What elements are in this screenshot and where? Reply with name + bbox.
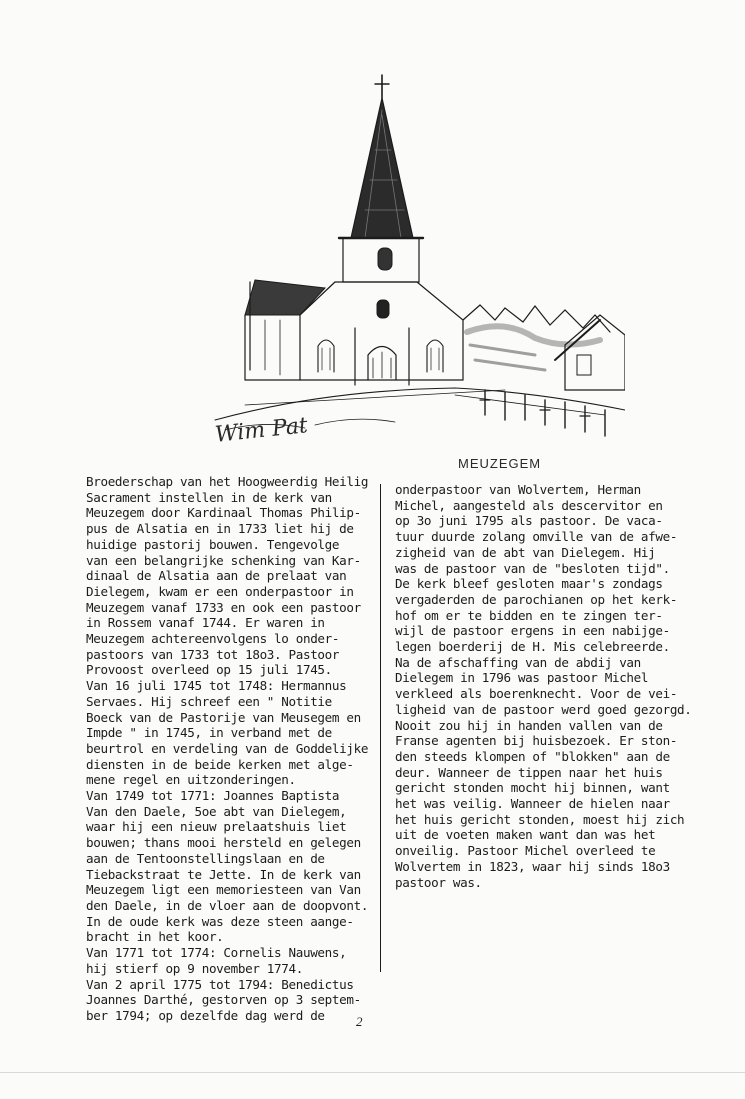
text-line: tuur duurde zolang omville van de afwe- [395,529,678,545]
text-line: Dielegem in 1796 was pastoor Michel [395,670,649,686]
text-line: deur. Wanneer de tippen naar het huis [395,764,663,780]
text-line: Van 16 juli 1745 tot 1748: Hermannus [86,678,347,694]
text-line: Nooit zou hij in handen vallen van de [395,717,663,733]
text-line: hof om er te bidden en te zingen ter- [395,607,663,623]
text-line: Impde " in 1745, in verband met de [86,725,332,741]
text-line: Meuzegem ligt een memoriesteen van Van [86,882,361,898]
illustration-caption: MEUZEGEM [458,456,542,471]
text-line: den steeds klompen of "blokken" aan de [395,748,670,764]
text-line: wijl de pastoor ergens in een nabijge- [395,623,670,639]
text-line: pus de Alsatia en in 1733 liet hij de [86,521,354,537]
text-line: mene regel en uitzonderingen. [86,772,296,788]
text-line: Servaes. Hij schreef een " Notitie [86,693,332,709]
text-line: gericht stonden mocht hij binnen, want [395,780,670,796]
text-line: Van den Daele, 5oe abt van Dielegem, [86,803,347,819]
text-line: Dielegem, kwam er een onderpastoor in [86,583,354,599]
text-line: Na de afschaffing van de abdij van [395,654,641,670]
text-line: bracht in het koor. [86,929,224,945]
column-divider [380,484,381,972]
scan-edge-line [0,1072,745,1073]
text-line: ligheid van de pastoor werd goed gezorgd. [395,701,692,717]
text-line: het was veilig. Wanneer de hielen naar [395,796,670,812]
text-line: ber 1794; op dezelfde dag werd de [86,1007,325,1023]
page-number: 2 [356,1014,363,1029]
text-line: Wolvertem in 1823, waar hij sinds 18o3 [395,858,670,874]
text-line: diensten in de beide kerken met alge- [86,756,354,772]
text-line: uit de voeten maken want dan was het [395,827,656,843]
text-line: onveilig. Pastoor Michel overleed te [395,843,656,859]
text-line: het huis gericht stonden, moest hij zich [395,811,685,827]
text-line: hij stierf op 9 november 1774. [86,960,303,976]
text-line: Meuzegem achtereenvolgens lo onder- [86,631,340,647]
text-line: vergaderden de parochianen op het kerk- [395,591,678,607]
text-line: was de pastoor van de "besloten tijd". [395,560,670,576]
text-line: waar hij een nieuw prelaatshuis liet [86,819,347,835]
text-line: In de oude kerk was deze steen aange- [86,913,354,929]
text-line: pastoors van 1733 tot 18o3. Pastoor [86,646,340,662]
text-line: Sacrament instellen in de kerk van [86,489,332,505]
text-line: aan de Tentoonstellingslaan en de [86,850,325,866]
text-line: Provoost overleed op 15 juli 1745. [86,662,332,678]
text-column-right [395,482,695,890]
text-line: dinaal de Alsatia aan de prelaat van [86,568,347,584]
text-line: beurtrol en verdeling van de Goddelijke [86,740,369,756]
text-line: Franse agenten bij huisbezoek. Er ston- [395,733,678,749]
text-line: Tiebackstraat te Jette. In de kerk van [86,866,361,882]
text-line: op 3o juni 1795 als pastoor. De vaca- [395,513,663,529]
text-line: zigheid van de abt van Dielegem. Hij [395,544,656,560]
text-line: Joannes Darthé, gestorven op 3 septem- [86,992,361,1008]
text-line: Michel, aangesteld als descervitor en [395,497,663,513]
text-column-left [86,474,371,1024]
text-line: Van 2 april 1775 tot 1794: Benedictus [86,976,354,992]
text-line: van een belangrijke schenking van Kar- [86,552,361,568]
text-line: Broederschap van het Hoogweerdig Heilig [86,474,369,489]
text-line: Van 1749 tot 1771: Joannes Baptista [86,788,340,804]
text-line: huidige pastorij bouwen. Tengevolge [86,536,340,552]
text-line: den Daele, in de vloer aan de doopvont. [86,897,369,913]
text-line: verkleed als boerenknecht. Voor de vei- [395,686,678,702]
artist-signature: Wim Pat [213,413,309,448]
text-line: pastoor was. [395,874,482,890]
text-line: onderpastoor van Wolvertem, Herman [395,482,641,497]
text-line: bouwen; thans mooi hersteld en gelegen [86,835,361,851]
text-line: legen boerderij de H. Mis celebreerde. [395,639,670,655]
text-line: Meuzegem door Kardinaal Thomas Philip- [86,505,361,521]
text-line: Van 1771 tot 1774: Cornelis Nauwens, [86,945,347,961]
text-line: De kerk bleef gesloten maar's zondags [395,576,663,592]
text-line: in Rossem vanaf 1744. Er waren in [86,615,325,631]
text-line: Boeck van de Pastorije van Meusegem en [86,709,361,725]
text-line: Meuzegem vanaf 1733 en ook een pastoor [86,599,361,615]
